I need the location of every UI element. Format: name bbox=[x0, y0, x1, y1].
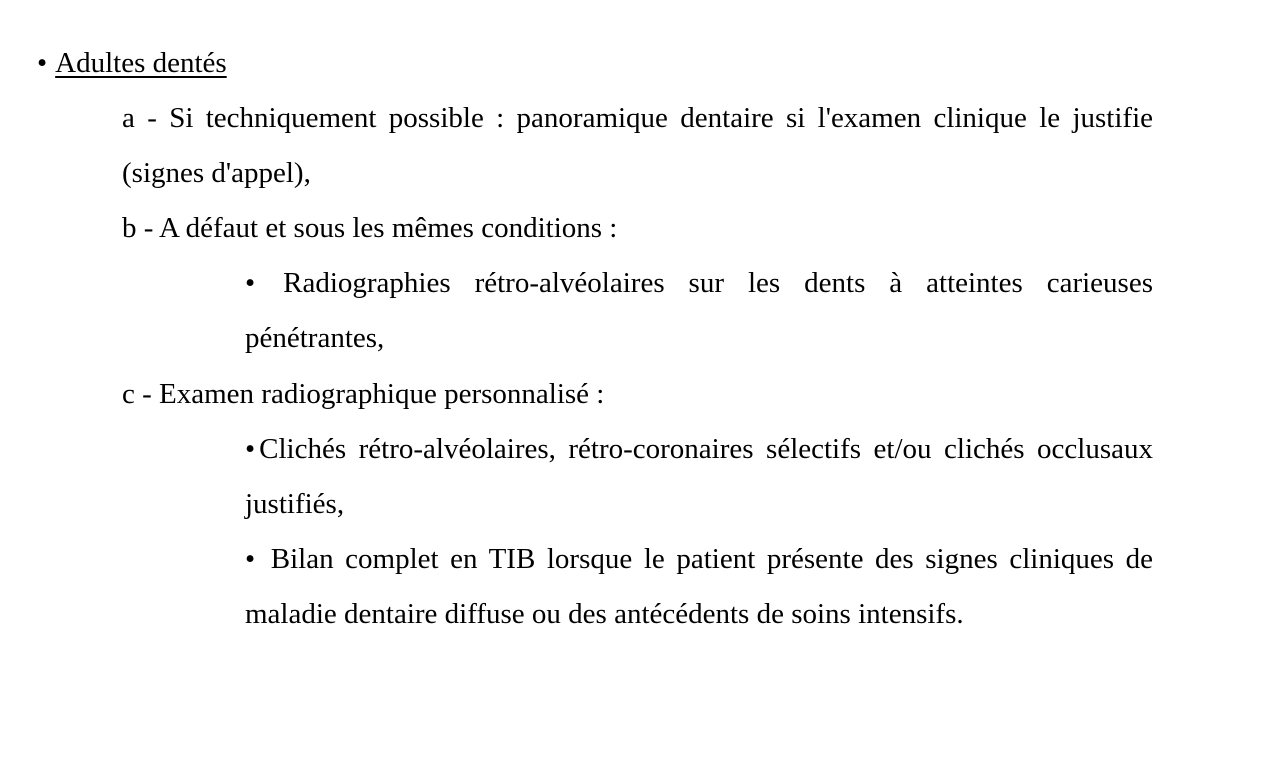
section-title: Adultes dentés bbox=[55, 47, 227, 79]
section-bullet: • bbox=[37, 47, 48, 79]
item-b-bullet-1-text: Radiographies rétro-alvéolaires sur les dents à atteintes carieuses pénétrantes, bbox=[245, 267, 1153, 354]
item-c-bullet-2 bbox=[245, 532, 1153, 642]
item-c-bullet-1 bbox=[245, 422, 1153, 532]
section-heading bbox=[37, 36, 227, 91]
item-b-text: b - A défaut et sous les mêmes conditions : bbox=[122, 212, 618, 244]
item-c-bullet-1-text: Clichés rétro-alvéolaires, rétro-coronaires sélectifs et/ou clichés occlusaux justifiés, bbox=[245, 433, 1153, 520]
item-c-bullet-2-marker: • bbox=[245, 543, 256, 575]
item-b-bullet-1-marker: • bbox=[245, 267, 256, 299]
item-c-bullet-1-marker: • bbox=[245, 433, 256, 465]
item-c-bullet-2-text: Bilan complet en TIB lorsque le patient présente des signes cliniques de maladie dentaire diffuse ou des antécédents de soins intensifs. bbox=[245, 543, 1154, 630]
item-a-text: a - Si techniquement possible : panoramique dentaire si l'examen clinique le justifie (signes d'appel), bbox=[122, 102, 1153, 189]
item-c-text: c - Examen radiographique personnalisé : bbox=[122, 378, 605, 410]
item-b-bullet-1 bbox=[245, 256, 1153, 366]
